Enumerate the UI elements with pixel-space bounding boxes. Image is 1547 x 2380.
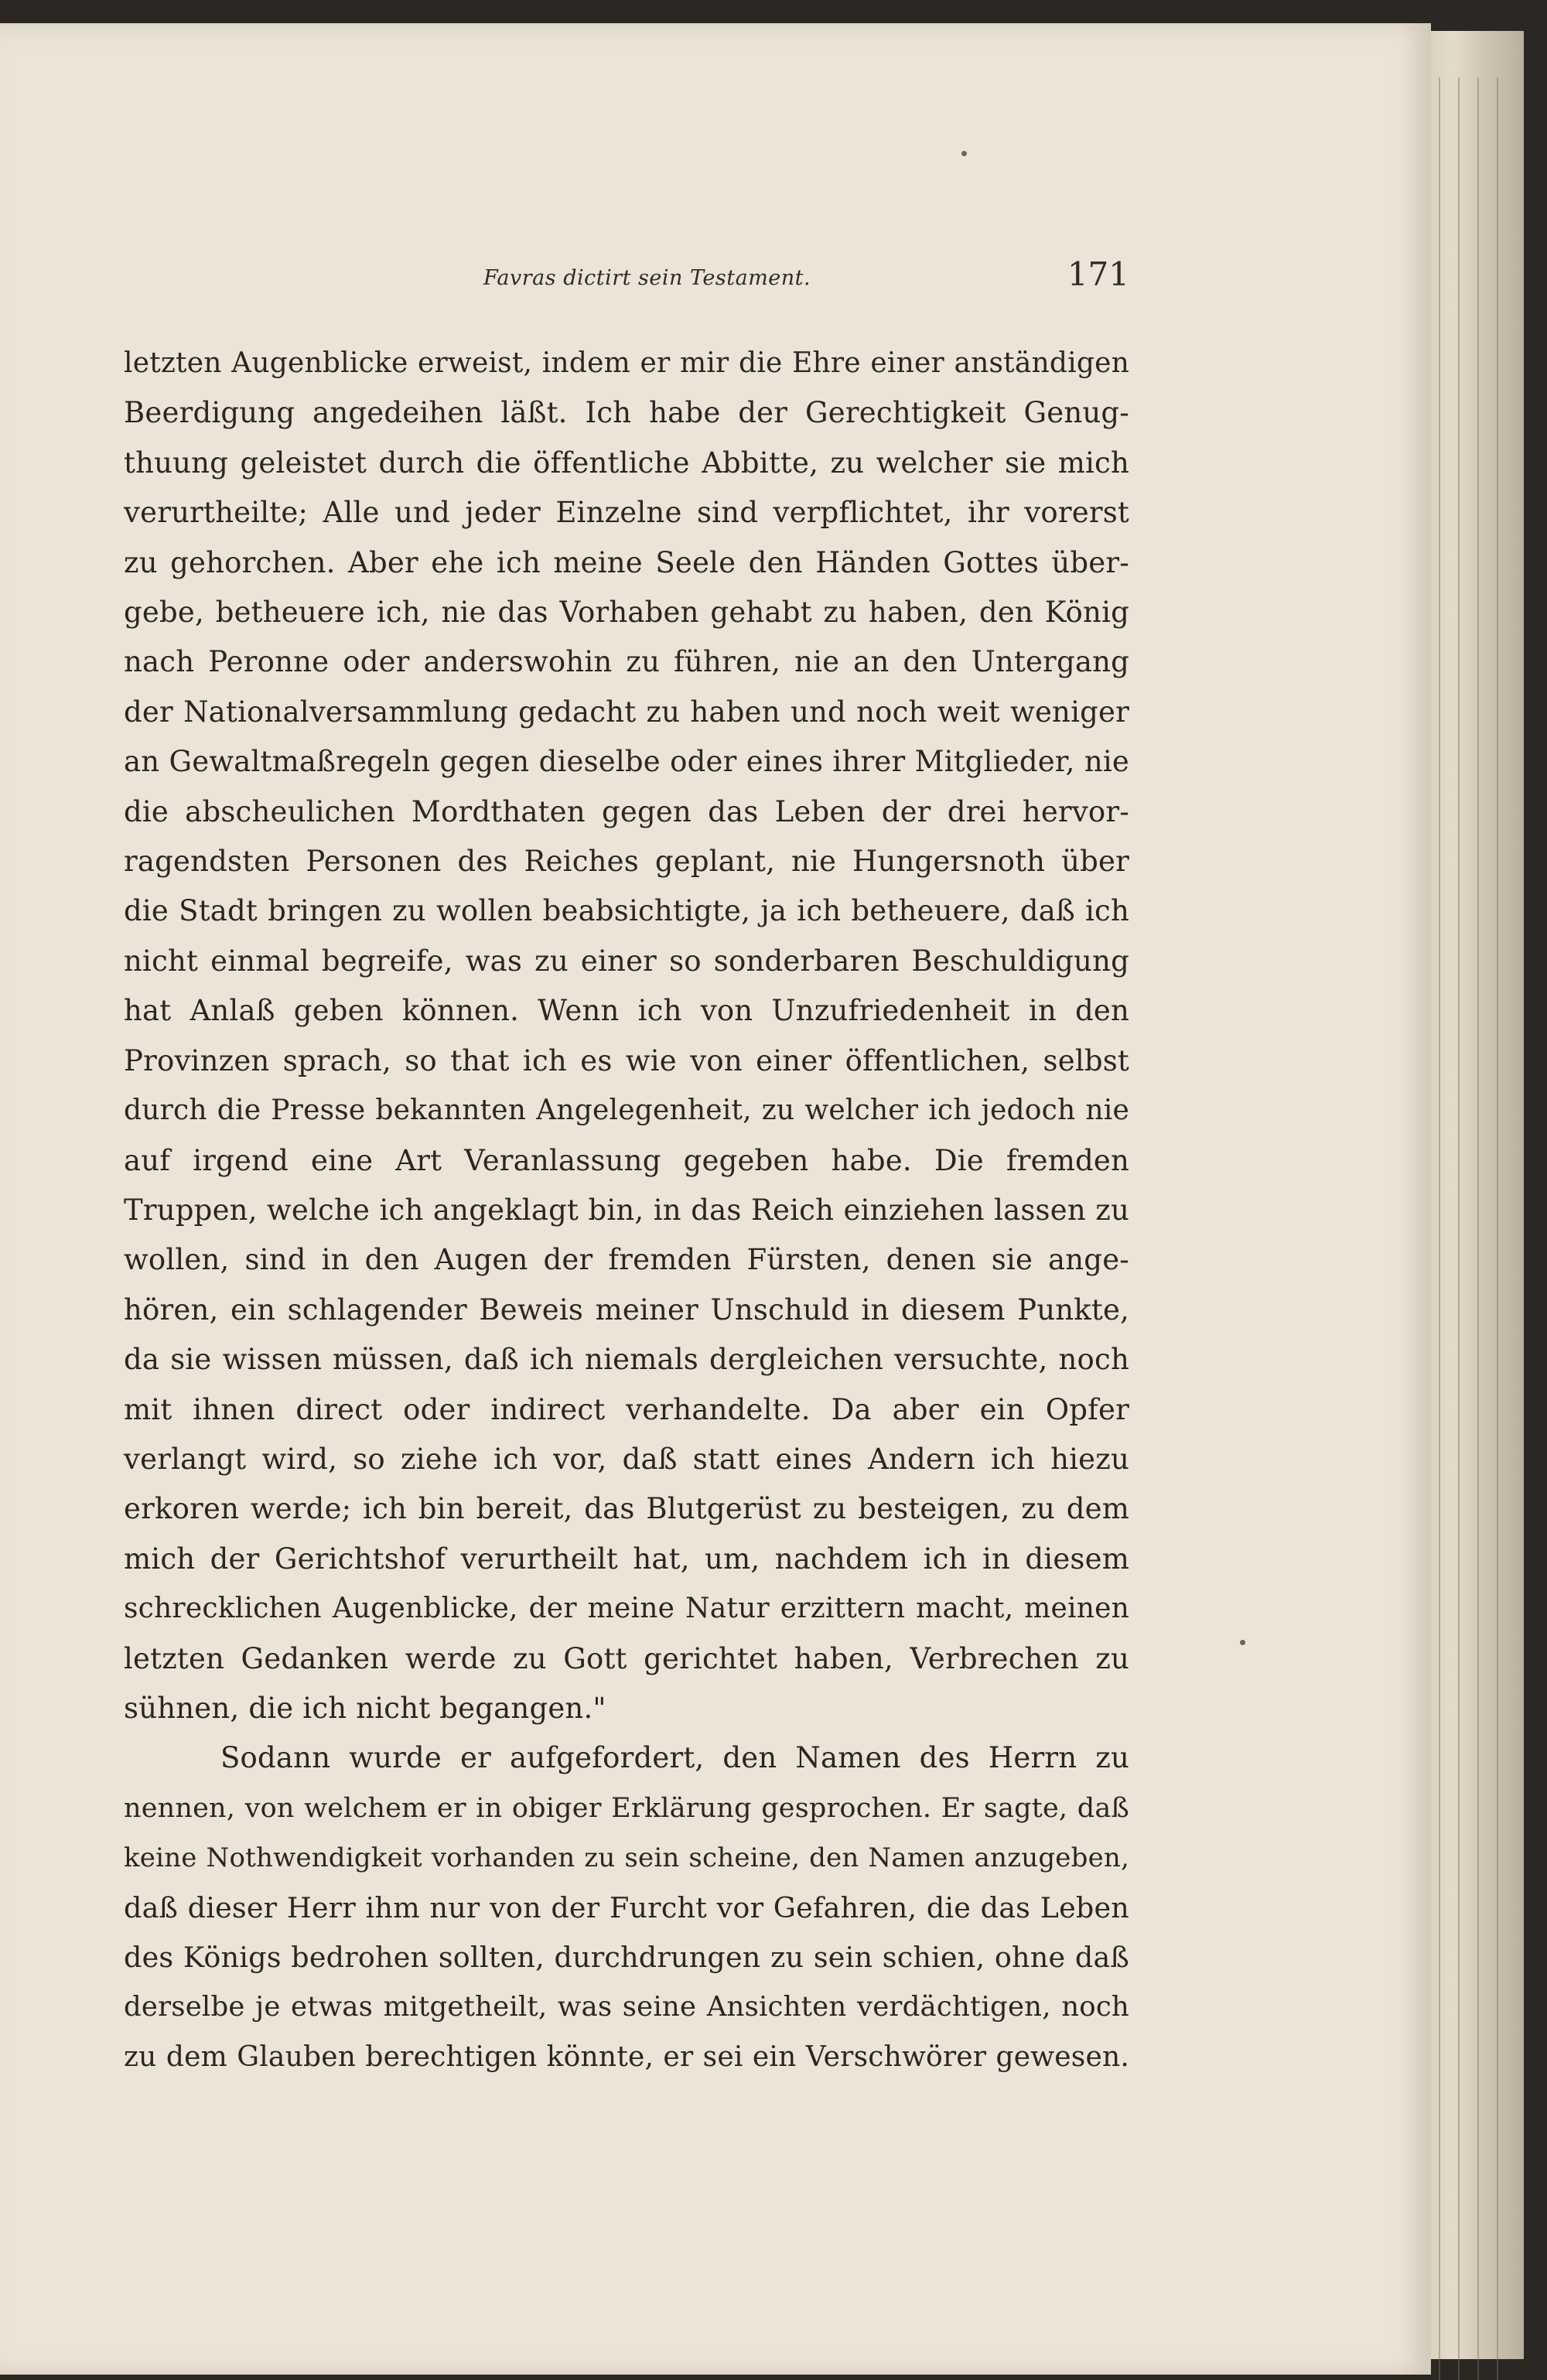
page-header — [124, 255, 1129, 308]
text-line: sühnen, die ich nicht begangen." — [124, 1691, 606, 1725]
page-edge-line — [1458, 77, 1460, 2380]
page-fore-edge — [1423, 31, 1524, 2359]
paper-speck — [1240, 1640, 1245, 1645]
text-line: schrecklichen Augenblicke, der meine Natur erzittern macht, meinen — [124, 1593, 1129, 1625]
paper-speck — [961, 151, 967, 156]
text-line: verlangt wird, so ziehe ich vor, daß statt eines Andern ich hiezu — [124, 1442, 1129, 1476]
text-line: Truppen, welche ich angeklagt bin, in das Reich einziehen lassen zu — [124, 1193, 1129, 1227]
text-line: da sie wissen müssen, daß ich niemals dergleichen versuchte, noch — [124, 1343, 1129, 1377]
text-line: der Nationalversammlung gedacht zu haben und noch weit weniger — [124, 695, 1129, 729]
text-line: daß dieser Herr ihm nur von der Furcht vor Gefahren, die das Leben — [124, 1890, 1129, 1924]
text-line: die Stadt bringen zu wollen beabsichtigte, ja ich betheuere, daß ich — [124, 894, 1129, 928]
text-line: erkoren werde; ich bin bereit, das Blutgerüst zu besteigen, zu dem — [124, 1492, 1129, 1526]
text-line: Beerdigung angedeihen läßt. Ich habe der Gerechtigkeit Genug- — [124, 396, 1129, 430]
text-line: mich der Gerichtshof verurtheilt hat, um, nachdem ich in diesem — [124, 1542, 1129, 1576]
page-edge-line — [1497, 77, 1498, 2380]
text-line: nicht einmal begreife, was zu einer so sonderbaren Beschuldigung — [124, 944, 1129, 978]
running-head: Favras dictirt sein Testament. — [483, 266, 811, 290]
page-edge-line — [1439, 77, 1440, 2380]
text-line: auf irgend eine Art Veranlassung gegeben habe. Die fremden — [124, 1143, 1129, 1177]
text-line: nennen, von welchem er in obiger Erklärung gesprochen. Er sagte, daß — [124, 1792, 1129, 1824]
text-line: an Gewaltmaßregeln gegen dieselbe oder eines ihrer Mitglieder, nie — [124, 745, 1129, 779]
body-text — [124, 339, 1129, 2082]
text-line: derselbe je etwas mitgetheilt, was seine Ansichten verdächtigen, noch — [124, 1991, 1129, 2023]
text-line: des Königs bedrohen sollten, durchdrungen zu sein schien, ohne daß — [124, 1941, 1129, 1974]
text-line: nach Peronne oder anderswohin zu führen, nie an den Untergang — [124, 645, 1129, 679]
text-line: durch die Presse bekannten Angelegenheit, zu welcher ich jedoch nie — [124, 1094, 1129, 1127]
text-line: die abscheulichen Mordthaten gegen das Leben der drei hervor- — [124, 794, 1129, 828]
text-line: hat Anlaß geben können. Wenn ich von Unzufriedenheit in den — [124, 994, 1129, 1028]
text-line: Provinzen sprach, so that ich es wie von einer öffentlichen, selbst — [124, 1043, 1129, 1077]
text-line: verurtheilte; Alle und jeder Einzelne sind verpflichtet, ihr vorerst — [124, 496, 1129, 530]
text-line: thuung geleistet durch die öffentliche Abbitte, zu welcher sie mich — [124, 446, 1129, 480]
text-line: zu dem Glauben berechtigen könnte, er sei ein Verschwörer gewesen. — [124, 2040, 1129, 2073]
text-line: zu gehorchen. Aber ehe ich meine Seele den Händen Gottes über- — [124, 545, 1129, 579]
text-line: hören, ein schlagender Beweis meiner Unschuld in diesem Punkte, — [124, 1292, 1129, 1327]
paragraph-narrative — [124, 1733, 1129, 2082]
page-edge-line — [1477, 77, 1479, 2380]
text-line: keine Nothwendigkeit vorhanden zu sein scheine, den Namen anzugeben, — [124, 1842, 1129, 1874]
text-line: mit ihnen direct oder indirect verhandelte. Da aber ein Opfer — [124, 1392, 1129, 1426]
text-line: Sodann wurde er aufgefordert, den Namen des Herrn zu — [220, 1741, 1129, 1775]
text-line: letzten Gedanken werde zu Gott gerichtet haben, Verbrechen zu — [124, 1641, 1129, 1675]
paragraph-testament-quote — [124, 339, 1129, 1733]
text-line: gebe, betheuere ich, nie das Vorhaben gehabt zu haben, den König — [124, 596, 1129, 630]
page-number: 171 — [1067, 255, 1129, 293]
text-line: wollen, sind in den Augen der fremden Fürsten, denen sie ange- — [124, 1243, 1129, 1277]
text-line: ragendsten Personen des Reiches geplant, nie Hungersnoth über — [124, 845, 1129, 879]
text-line: letzten Augenblicke erweist, indem er mir die Ehre einer anständigen — [124, 347, 1129, 379]
